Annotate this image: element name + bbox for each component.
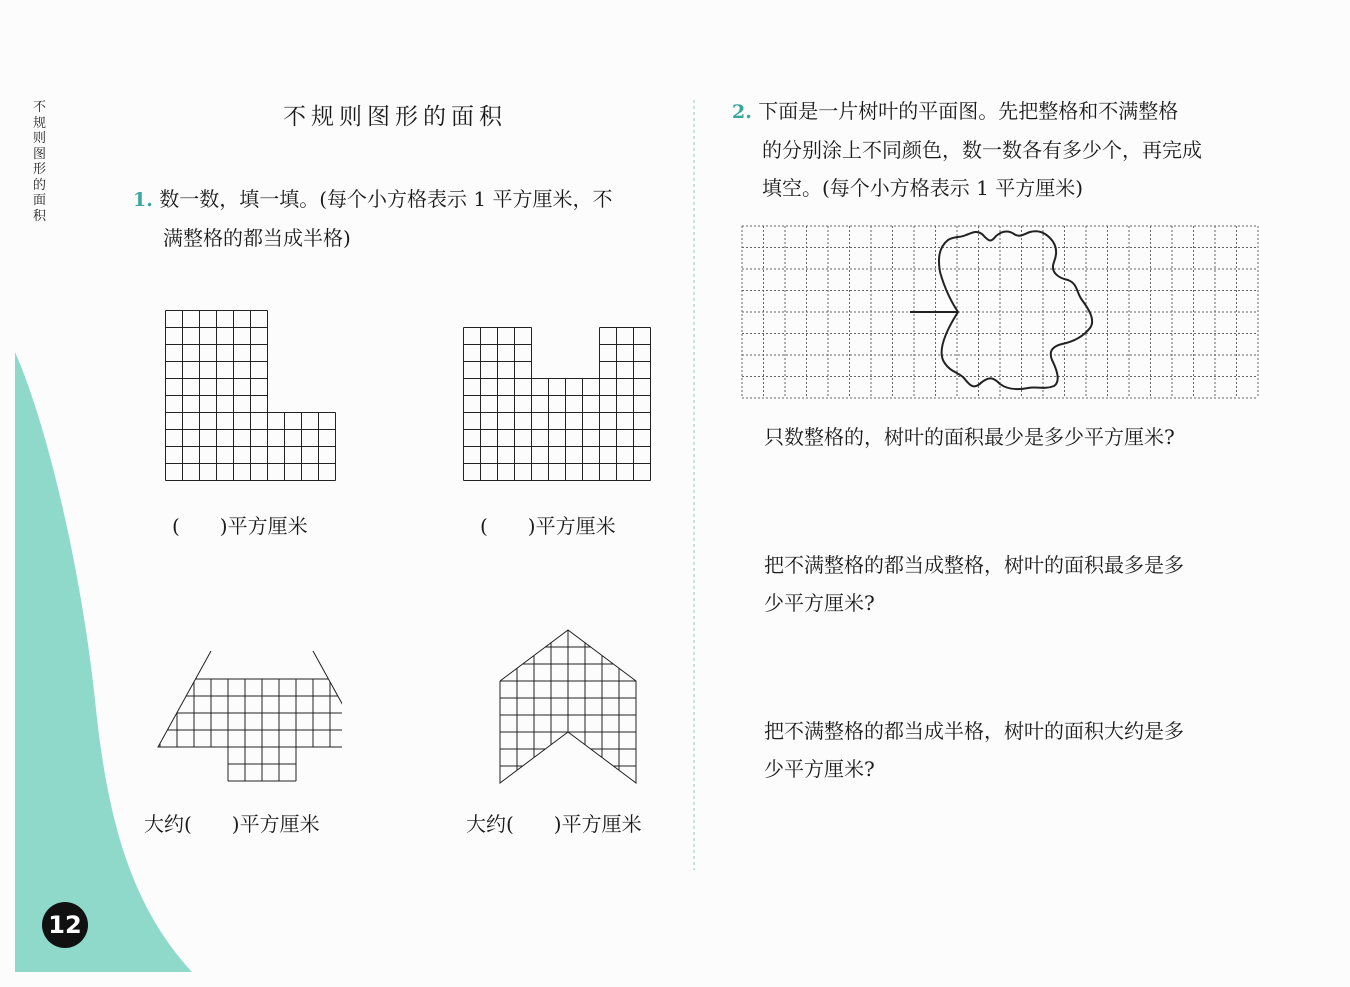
caption-figure-1: ( )平方厘米 [172,514,308,538]
sub-question-2-line1: 把不满整格的都当成整格，树叶的面积最多是多 [764,553,1184,577]
leaf-grid-figure [738,222,1260,404]
question-2-line2: 的分别涂上不同颜色，数一数各有多少个，再完成 [762,138,1202,162]
side-chapter-title: 不规则图形的面积 [33,100,47,224]
figure-u-shape [458,322,658,487]
question-2-text [732,92,1272,207]
figure-chevron-shape [494,625,642,790]
page-number-badge: 12 [42,902,88,948]
figure-l-shape [160,305,342,487]
sub-question-3 [764,712,1264,788]
page-title: 不规则图形的面积 [283,104,507,130]
caption-figure-3: 大约( )平方厘米 [144,812,320,836]
caption-figure-4: 大约( )平方厘米 [466,812,642,836]
question-1-text [133,180,673,257]
sub-question-2 [764,546,1264,622]
sub-question-2-line2: 少平方厘米? [764,591,875,615]
caption-figure-2: ( )平方厘米 [480,514,616,538]
sub-question-3-line2: 少平方厘米? [764,757,875,781]
figure-eared-shape [152,645,342,790]
sub-question-3-line1: 把不满整格的都当成半格，树叶的面积大约是多 [764,719,1184,743]
sub-question-1: 只数整格的，树叶的面积最少是多少平方厘米? [764,425,1175,449]
question-1-line1: 数一数，填一填。(每个小方格表示 1 平方厘米，不 [159,187,613,211]
question-2-number: 2. [732,101,752,123]
question-1-number: 1. [133,189,153,211]
question-2-line3: 填空。(每个小方格表示 1 平方厘米) [762,176,1084,200]
question-2-line1: 下面是一片树叶的平面图。先把整格和不满整格 [758,99,1179,123]
question-1-line2: 满整格的都当成半格) [163,226,351,250]
